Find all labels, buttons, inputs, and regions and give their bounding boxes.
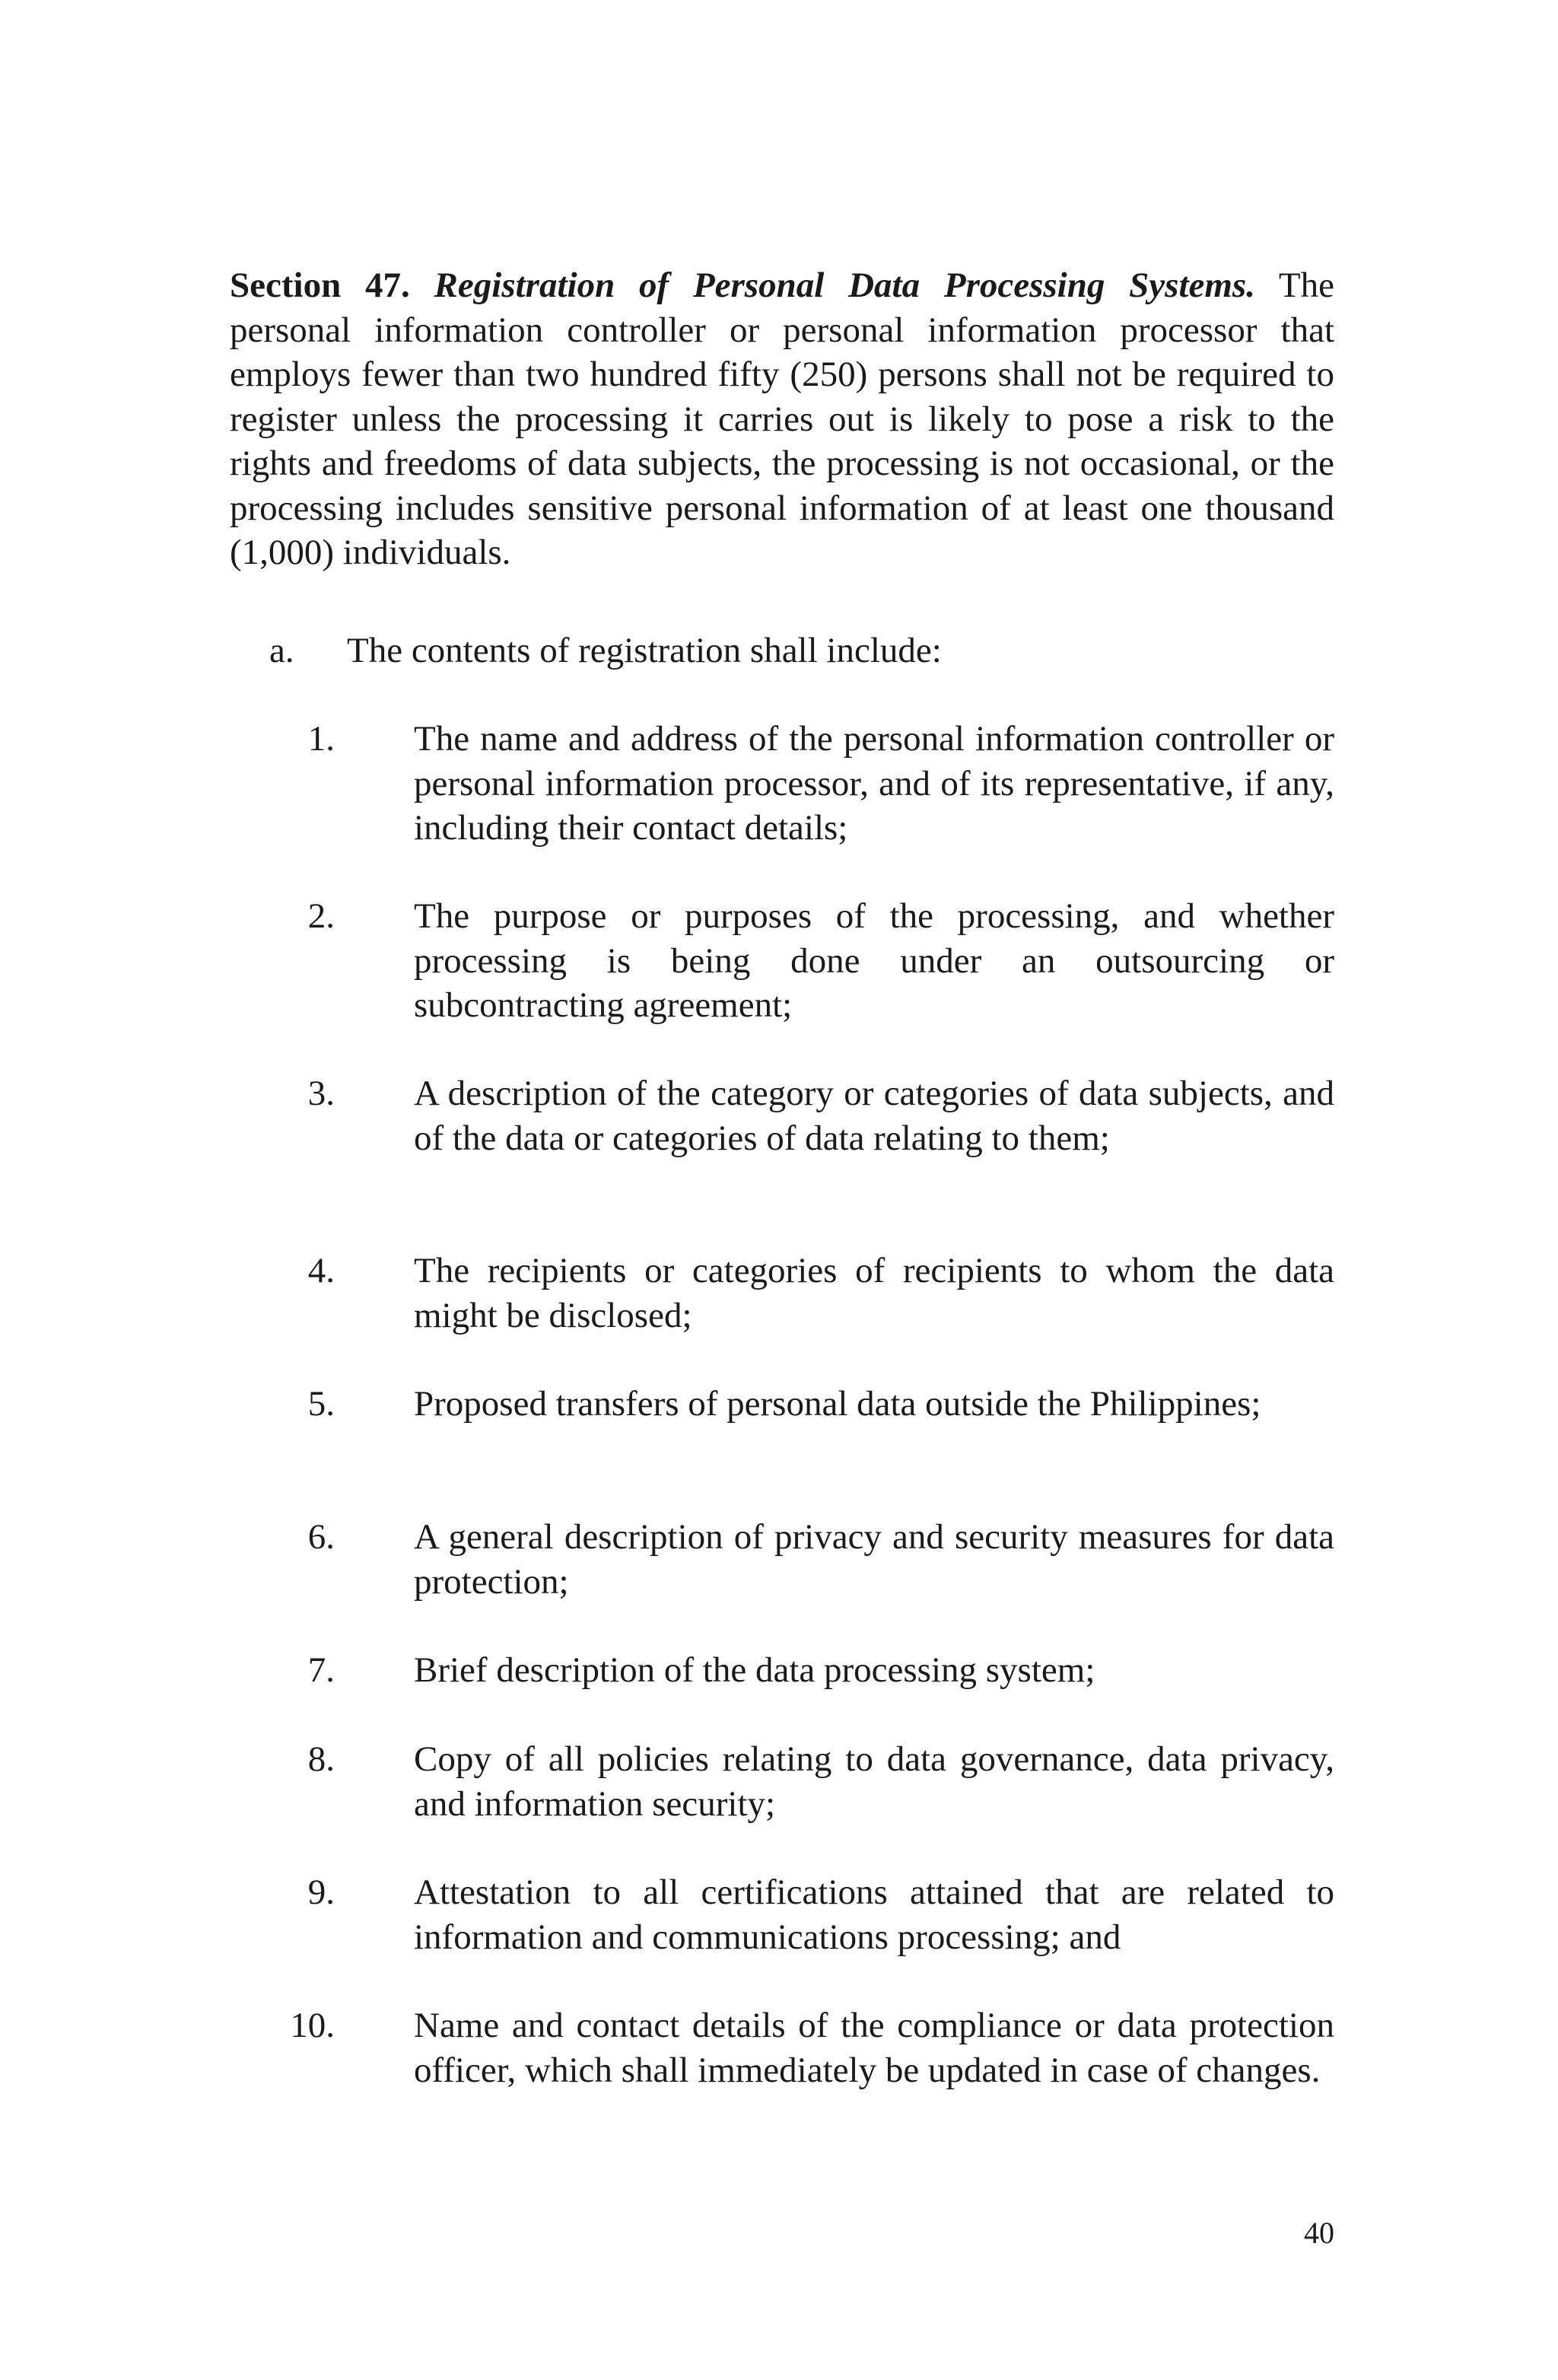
section-47-paragraph [230, 263, 1334, 575]
list-item-number: 5. [307, 1384, 335, 1424]
list-item-text: Proposed transfers of personal data outside the Philippines; [414, 1384, 1261, 1424]
list-item-number: 4. [307, 1251, 335, 1290]
list-item-text: Name and contact details of the compliance or data protection officer, which shall immediately be updated in case of changes. [414, 2006, 1334, 2090]
list-item-text: Brief description of the data processing system; [414, 1650, 1095, 1690]
list-item-number: 10. [290, 2006, 335, 2045]
list-item-text: The purpose or purposes of the processing, and whether processing is being done under an outsourcing or subcontracting agreement; [414, 896, 1334, 1025]
list-item-text: A description of the category or categories of data subjects, and of the data or categories of data relating to them; [414, 1074, 1334, 1158]
list-item-text: Attestation to all certifications attained that are related to information and communications processing; and [414, 1873, 1334, 1957]
page-number: 40 [1304, 2216, 1334, 2250]
section-body: The personal information controller or personal information processor that employs fewer than two hundred fifty (250) persons shall not be required to register unless the processing it carries out is likely to pose a risk to the rights and freedoms of data subjects, the processing is not occasional, or the processing includes sensitive personal information of at least one thousand (1,000) individuals. [230, 266, 1334, 572]
list-item-number: 8. [307, 1739, 335, 1779]
section-number: Section 47. [230, 266, 410, 305]
list-item-number: 2. [307, 896, 335, 936]
subsection-marker: a. [269, 631, 294, 670]
list-item-number: 6. [307, 1517, 335, 1557]
list-item-number: 1. [307, 719, 335, 759]
list-item-number: 9. [307, 1873, 335, 1912]
list-item-text: A general description of privacy and security measures for data protection; [414, 1517, 1334, 1602]
list-item-text: Copy of all policies relating to data governance, data privacy, and information security; [414, 1739, 1334, 1824]
list-item-number: 3. [307, 1074, 335, 1113]
section-title: Registration of Personal Data Processing Systems. [434, 266, 1255, 305]
list-item-text: The recipients or categories of recipients to whom the data might be disclosed; [414, 1251, 1334, 1335]
list-item-text: The name and address of the personal information controller or personal information processor, and of its representative, if any, including their contact details; [414, 719, 1334, 848]
subsection-text: The contents of registration shall include: [347, 631, 942, 670]
list-item-number: 7. [307, 1650, 335, 1690]
